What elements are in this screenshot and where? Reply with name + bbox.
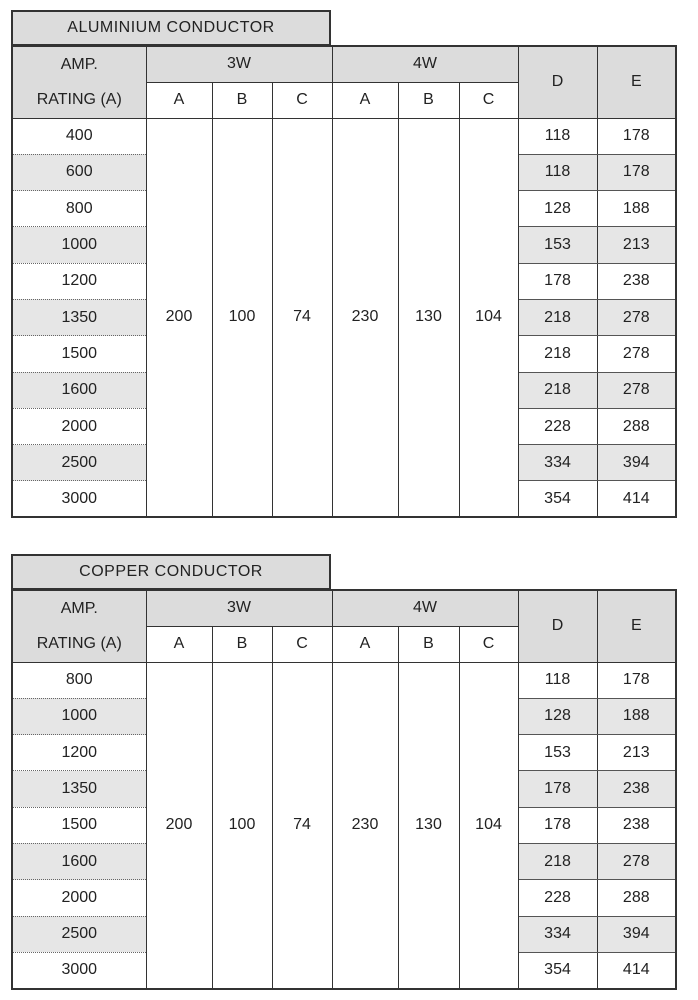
amp-rating-cell: 1000	[12, 227, 146, 263]
dimension-d-cell: 354	[518, 481, 597, 517]
dimension-e-cell: 278	[597, 336, 676, 372]
table-row	[12, 118, 676, 154]
dimension-4w-cell: 104	[459, 662, 518, 989]
column-header-d: D	[518, 46, 597, 118]
dimension-e-cell: 288	[597, 880, 676, 916]
amp-rating-cell: 1500	[12, 807, 146, 843]
copper-conductor-table-block	[11, 554, 675, 994]
dimension-e-cell: 213	[597, 227, 676, 263]
dimension-d-cell: 153	[518, 735, 597, 771]
dimension-4w-cell: 130	[398, 662, 459, 989]
column-header-e: E	[597, 46, 676, 118]
amp-rating-header: AMP.	[12, 46, 146, 82]
amp-rating-cell: 1350	[12, 771, 146, 807]
dimension-e-cell: 278	[597, 843, 676, 879]
amp-rating-cell: 600	[12, 154, 146, 190]
column-header-e: E	[597, 590, 676, 662]
dimension-d-cell: 128	[518, 191, 597, 227]
dimension-3w-cell: 200	[146, 662, 212, 989]
subcolumn-header-3w: B	[212, 626, 272, 662]
dimension-e-cell: 414	[597, 481, 676, 517]
amp-rating-header: AMP.	[12, 590, 146, 626]
amp-rating-cell: 2000	[12, 880, 146, 916]
dimension-d-cell: 228	[518, 880, 597, 916]
dimension-d-cell: 178	[518, 807, 597, 843]
subcolumn-header-4w: C	[459, 82, 518, 118]
dimension-d-cell: 334	[518, 445, 597, 481]
dimension-e-cell: 178	[597, 662, 676, 698]
amp-rating-header-line2: RATING (A)	[12, 82, 146, 118]
dimension-e-cell: 288	[597, 408, 676, 444]
amp-rating-header-line2: RATING (A)	[12, 626, 146, 662]
dimension-d-cell: 334	[518, 916, 597, 952]
dimension-3w-cell: 100	[212, 118, 272, 517]
subcolumn-header-3w: C	[272, 626, 332, 662]
dimension-3w-cell: 200	[146, 118, 212, 517]
dimension-d-cell: 354	[518, 952, 597, 988]
dimension-d-cell: 128	[518, 698, 597, 734]
header-row-groups	[12, 46, 676, 82]
subcolumn-header-3w: C	[272, 82, 332, 118]
dimension-d-cell: 153	[518, 227, 597, 263]
amp-rating-cell: 2500	[12, 916, 146, 952]
subcolumn-header-4w: C	[459, 626, 518, 662]
amp-rating-cell: 1000	[12, 698, 146, 734]
dimension-d-cell: 178	[518, 771, 597, 807]
amp-rating-cell: 2000	[12, 408, 146, 444]
table-title: ALUMINIUM CONDUCTOR	[11, 10, 331, 46]
header-row-groups	[12, 590, 676, 626]
amp-rating-cell: 1350	[12, 299, 146, 335]
dimension-4w-cell: 230	[332, 662, 398, 989]
dimension-e-cell: 238	[597, 263, 676, 299]
dimension-e-cell: 213	[597, 735, 676, 771]
dimension-e-cell: 394	[597, 445, 676, 481]
amp-rating-cell: 3000	[12, 952, 146, 988]
dimension-4w-cell: 104	[459, 118, 518, 517]
amp-rating-cell: 3000	[12, 481, 146, 517]
subcolumn-header-4w: A	[332, 82, 398, 118]
group-header-3w: 3W	[146, 590, 332, 626]
dimension-d-cell: 118	[518, 118, 597, 154]
dimension-3w-cell: 100	[212, 662, 272, 989]
aluminium-conductor-table-block	[11, 10, 675, 520]
dimension-table	[11, 45, 677, 518]
group-header-3w: 3W	[146, 46, 332, 82]
subcolumn-header-4w: B	[398, 626, 459, 662]
dimension-e-cell: 178	[597, 154, 676, 190]
table-row	[12, 662, 676, 698]
amp-rating-cell: 1500	[12, 336, 146, 372]
table-title: COPPER CONDUCTOR	[11, 554, 331, 590]
dimension-d-cell: 218	[518, 372, 597, 408]
subcolumn-header-4w: A	[332, 626, 398, 662]
group-header-4w: 4W	[332, 46, 518, 82]
amp-rating-cell: 1600	[12, 843, 146, 879]
column-header-d: D	[518, 590, 597, 662]
dimension-e-cell: 278	[597, 372, 676, 408]
dimension-e-cell: 414	[597, 952, 676, 988]
dimension-d-cell: 178	[518, 263, 597, 299]
dimension-e-cell: 238	[597, 771, 676, 807]
subcolumn-header-4w: B	[398, 82, 459, 118]
dimension-3w-cell: 74	[272, 662, 332, 989]
dimension-e-cell: 238	[597, 807, 676, 843]
subcolumn-header-3w: A	[146, 82, 212, 118]
amp-rating-cell: 2500	[12, 445, 146, 481]
dimension-3w-cell: 74	[272, 118, 332, 517]
dimension-e-cell: 394	[597, 916, 676, 952]
amp-rating-cell: 800	[12, 191, 146, 227]
amp-rating-cell: 1600	[12, 372, 146, 408]
dimension-d-cell: 218	[518, 843, 597, 879]
dimension-e-cell: 188	[597, 191, 676, 227]
amp-rating-cell: 800	[12, 662, 146, 698]
dimension-d-cell: 218	[518, 336, 597, 372]
dimension-d-cell: 118	[518, 662, 597, 698]
dimension-e-cell: 178	[597, 118, 676, 154]
dimension-4w-cell: 230	[332, 118, 398, 517]
dimension-e-cell: 278	[597, 299, 676, 335]
dimension-table	[11, 589, 677, 990]
amp-rating-cell: 1200	[12, 263, 146, 299]
dimension-e-cell: 188	[597, 698, 676, 734]
subcolumn-header-3w: B	[212, 82, 272, 118]
amp-rating-cell: 400	[12, 118, 146, 154]
dimension-d-cell: 228	[518, 408, 597, 444]
group-header-4w: 4W	[332, 590, 518, 626]
dimension-d-cell: 118	[518, 154, 597, 190]
subcolumn-header-3w: A	[146, 626, 212, 662]
dimension-d-cell: 218	[518, 299, 597, 335]
dimension-4w-cell: 130	[398, 118, 459, 517]
amp-rating-cell: 1200	[12, 735, 146, 771]
